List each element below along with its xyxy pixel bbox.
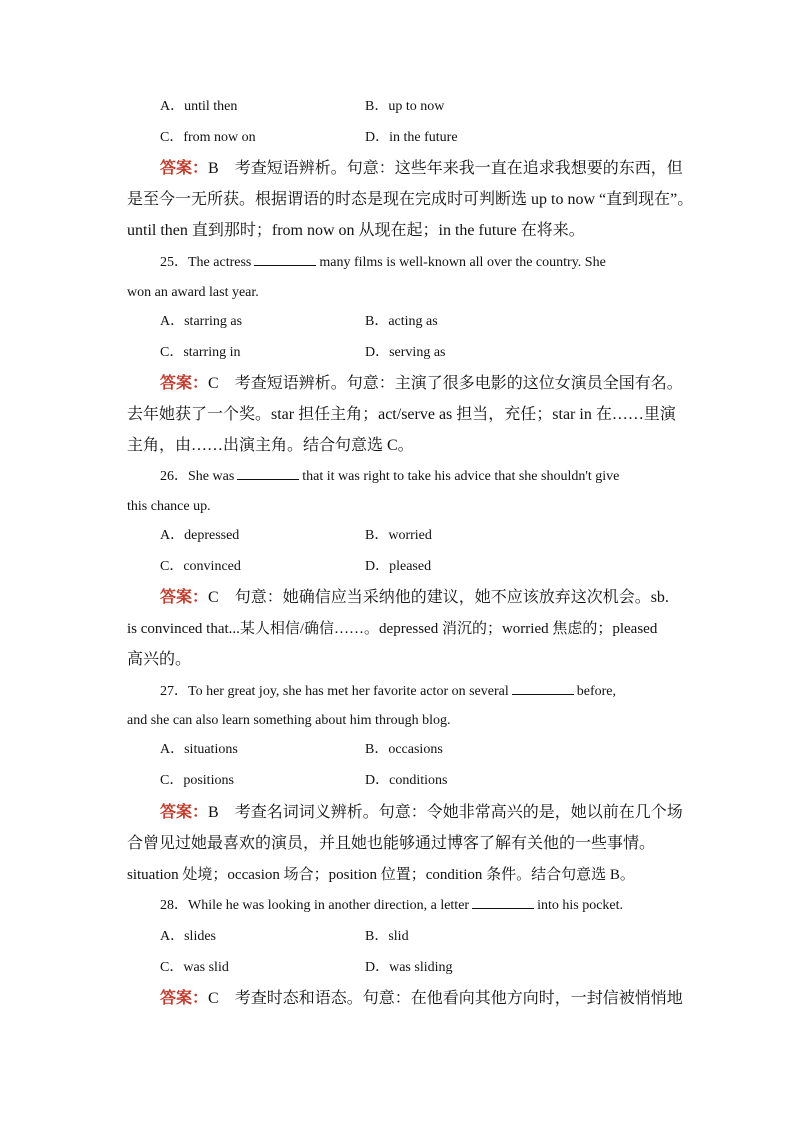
q25-stem-post: many films is well-known all over the country. She bbox=[319, 255, 606, 270]
q25-option-a: A．starring as bbox=[160, 314, 243, 329]
q27-answer-line1 bbox=[160, 798, 683, 828]
q28-option-a: A．slides bbox=[160, 929, 216, 944]
q28-option-c: C．was slid bbox=[160, 960, 229, 975]
q26-stem-post: that it was right to take his advice that she shouldn't give bbox=[302, 469, 620, 484]
q25-stem-line1 bbox=[160, 248, 606, 278]
q26-answer-line1 bbox=[160, 583, 669, 613]
q26-option-d: D．pleased bbox=[365, 559, 432, 574]
q28-stem-pre: 28．While he was looking in another direction, a letter bbox=[160, 898, 470, 913]
answer-text: C 考查短语辨析。句意：主演了很多电影的这位女演员全国有名。 bbox=[208, 375, 683, 392]
q25-stem-line2: won an award last year. bbox=[127, 285, 259, 300]
q24-option-d: D．in the future bbox=[365, 130, 458, 145]
answer-text: C 考查时态和语态。句意：在他看向其他方向时，一封信被悄悄地 bbox=[208, 990, 683, 1007]
q27-stem-line2: and she can also learn something about him through blog. bbox=[127, 713, 451, 728]
q27-option-a: A．situations bbox=[160, 742, 238, 757]
q27-answer-line2: 合曾见过她最喜欢的演员，并且她也能够通过博客了解有关他的一些事情。 bbox=[127, 835, 656, 852]
q27-stem-line1 bbox=[160, 677, 616, 707]
answer-label: 答案： bbox=[160, 804, 209, 821]
q24-answer-line1 bbox=[160, 154, 683, 184]
answer-blank bbox=[237, 463, 299, 480]
q28-option-d: D．was sliding bbox=[365, 960, 453, 975]
q25-option-d: D．serving as bbox=[365, 345, 446, 360]
q27-answer-line3: situation 处境；occasion 场合；position 位置；condition 条件。结合句意选 B。 bbox=[127, 867, 635, 883]
answer-label: 答案： bbox=[160, 375, 209, 392]
q26-option-a: A．depressed bbox=[160, 528, 240, 543]
q26-answer-line2: is convinced that...某人相信/确信……。depressed 消沉的；worried 焦虑的；pleased bbox=[127, 621, 658, 637]
q26-stem-pre: 26．She was bbox=[160, 469, 235, 484]
q27-option-d: D．conditions bbox=[365, 773, 448, 788]
q24-answer-line2: 是至今一无所获。根据谓语的时态是现在完成时可判断选 up to now “直到现在”。 bbox=[127, 191, 694, 208]
q24-answer-line3: until then 直到那时；from now on 从现在起；in the future 在将来。 bbox=[127, 222, 585, 239]
q27-option-b: B．occasions bbox=[365, 742, 443, 757]
answer-blank bbox=[472, 892, 534, 909]
answer-label: 答案： bbox=[160, 160, 209, 177]
q25-answer-line1 bbox=[160, 369, 683, 399]
answer-blank bbox=[512, 678, 574, 695]
q28-answer-line1 bbox=[160, 984, 683, 1014]
q25-option-c: C．starring in bbox=[160, 345, 241, 360]
q27-stem-pre: 27．To her great joy, she has met her favorite actor on several bbox=[160, 684, 509, 699]
answer-blank bbox=[254, 249, 316, 266]
q28-stem-line1 bbox=[160, 891, 623, 921]
q26-stem-line1 bbox=[160, 462, 619, 492]
q27-stem-post: before, bbox=[576, 684, 617, 699]
q26-stem-line2: this chance up. bbox=[127, 499, 211, 514]
answer-text: C 句意：她确信应当采纳他的建议，她不应该放弃这次机会。sb. bbox=[208, 589, 669, 606]
answer-label: 答案： bbox=[160, 990, 209, 1007]
q25-answer-line2: 去年她获了一个奖。star 担任主角；act/serve as 担当，充任；star in 在……里演 bbox=[127, 406, 676, 423]
q26-answer-line3: 高兴的。 bbox=[127, 651, 192, 668]
q26-option-c: C．convinced bbox=[160, 559, 241, 574]
answer-label: 答案： bbox=[160, 589, 209, 606]
q24-option-c: C．from now on bbox=[160, 130, 256, 145]
q25-answer-line3: 主角，由……出演主角。结合句意选 C。 bbox=[127, 437, 414, 454]
q28-option-b: B．slid bbox=[365, 929, 409, 944]
q26-option-b: B．worried bbox=[365, 528, 432, 543]
answer-text: B 考查短语辨析。句意：这些年来我一直在追求我想要的东西，但 bbox=[208, 160, 683, 177]
q25-option-b: B．acting as bbox=[365, 314, 438, 329]
q25-stem-pre: 25．The actress bbox=[160, 255, 252, 270]
q27-option-c: C．positions bbox=[160, 773, 234, 788]
q28-stem-post: into his pocket. bbox=[537, 898, 624, 913]
q24-option-b: B．up to now bbox=[365, 99, 445, 114]
q24-option-a: A．until then bbox=[160, 99, 238, 114]
answer-text: B 考查名词词义辨析。句意：令她非常高兴的是，她以前在几个场 bbox=[208, 804, 683, 821]
